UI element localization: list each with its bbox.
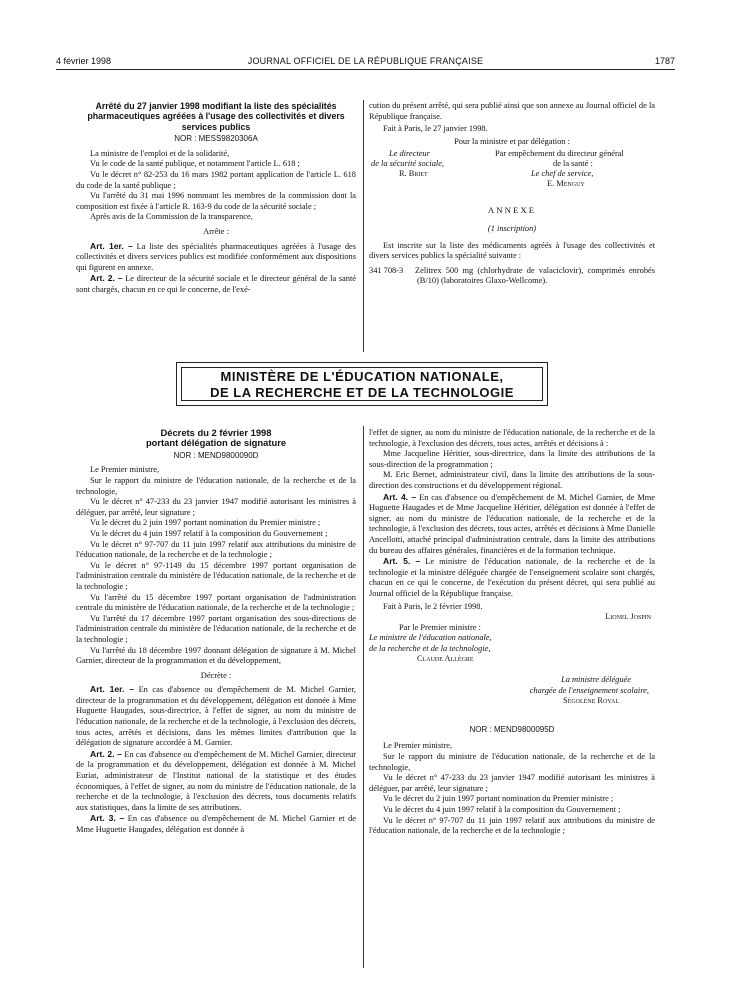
header-date: 4 février 1998 — [56, 56, 112, 66]
article-label: Art. 5. – — [383, 556, 421, 567]
decret-visa: Vu le décret n° 97-1149 du 15 décembre 1997 portant organisation de l'administration centrale du ministère de l'éducation nationale, de la recherche et de la technologie ; — [76, 560, 356, 591]
column-divider — [363, 100, 364, 352]
arrete-visa: Vu le décret n° 82-253 du 16 mars 1982 portant application de l'article L. 618 du code de la santé publique ; — [76, 170, 356, 190]
decret-article-4 — [369, 492, 655, 557]
header-journal-title: JOURNAL OFFICIEL DE LA RÉPUBLIQUE FRANÇAISE — [247, 56, 484, 66]
decret2-visa: Le Premier ministre, — [383, 741, 453, 751]
ministry-banner-line: DE LA RECHERCHE ET DE LA TECHNOLOGIE — [210, 385, 514, 400]
arrete-article-2 — [76, 273, 356, 295]
article-text: En cas d'absence ou d'empêchement de M. Michel Garnier et de Mme Huguette Haugades, délégation est donnée à — [76, 814, 357, 834]
decret2-visa: Vu le décret du 4 juin 1997 relatif à la composition du Gouvernement ; — [383, 805, 621, 814]
ministry-banner — [176, 362, 548, 406]
decret-article-2 — [76, 749, 356, 814]
page-header — [56, 56, 675, 68]
decret2-visa: Sur le rapport du ministre de l'éducation nationale, de la recherche et de la technologie, — [369, 752, 655, 772]
signature-name: Claude Allègre — [417, 654, 474, 664]
decret-visa: Vu le décret du 4 juin 1997 relatif à la composition du Gouvernement ; — [90, 528, 328, 538]
article-text: En cas d'absence ou d'empêchement de M. Michel Garnier, de Mme Huguette Haugades et de Mme Jacqueline Héritier, délégation est donnée à l'effet de signer, au nom du ministre de l'éducation nationale, de la recherche et de la technologie, à l'exclusion des décrets, tous actes, arrêtés et décisions à Mme Danielle Ancellotti, attaché principal d'administration centrale, dans la limite des attributions du bureau des affaires générales, financières et de la formation technique. — [369, 492, 656, 555]
decret-visa: Vu le décret n° 47-233 du 23 janvier 1947 modifié autorisant les ministres à déléguer, par arrêté, leur signature ; — [76, 497, 356, 517]
decret-delegate: M. Eric Bernet, administrateur civil, dans la limite des attributions de la sous-direction des constructions et du développement régional. — [369, 470, 655, 490]
decret2-nor: NOR : MEND9800095D — [469, 724, 555, 734]
decret-visa: Vu l'arrêté du 15 décembre 1997 portant organisation de l'administration centrale du ministère de l'éducation nationale, de la recherche et de la technologie ; — [76, 592, 356, 613]
arrete-visa: Vu le code de la santé publique, et notamment l'article L. 618 ; — [90, 159, 300, 169]
arrete-signatures — [369, 149, 655, 197]
decret-column-left — [76, 428, 356, 836]
signature-title: de la santé : — [553, 159, 593, 169]
decret-visa: Vu l'arrêté du 17 décembre 1997 portant organisation des sous-directions de l'administration centrale du ministère de l'éducation nationale, de la recherche et de la technologie ; — [76, 613, 356, 644]
annexe-subheading: (1 inscription) — [487, 223, 537, 233]
arrete-visa: La ministre de l'emploi et de la solidarité, — [90, 148, 230, 158]
arrete-visa: Après avis de la Commission de la transparence, — [90, 212, 253, 222]
decret-fait: Fait à Paris, le 2 février 1998. — [383, 601, 483, 611]
decret-title: Décrets du 2 février 1998 — [160, 427, 272, 438]
signature-par-pm: Par le Premier ministre : — [399, 622, 481, 632]
decret-visa: Vu le décret n° 97-707 du 11 juin 1997 relatif aux attributions du ministre de l'éducation nationale, de la recherche et de la technologie ; — [76, 539, 356, 560]
signature-name: R. Briet — [399, 169, 428, 179]
signature-title: Par empêchement du directeur général — [495, 149, 624, 159]
arrete-article-1 — [76, 241, 356, 274]
decret-nor: NOR : MEND9800090D — [173, 450, 259, 460]
header-page-number: 1787 — [654, 56, 675, 66]
signature-name: Ségolène Royal — [563, 696, 619, 706]
signature-title: Le directeur — [389, 149, 430, 159]
arrete-visa: Vu l'arrêté du 31 mai 1996 nommant les membres de la commission dont la composition est fixée à l'article R. 163-9 du code de la sécurité sociale ; — [76, 191, 356, 211]
decret2-visa: Vu le décret n° 97-707 du 11 juin 1997 relatif aux attributions du ministre de l'éducation nationale, de la recherche et de la technologie ; — [369, 815, 655, 836]
annexe-item — [369, 266, 655, 287]
annexe-heading: ANNEXE — [487, 205, 537, 216]
decret-visa: Sur le rapport du ministre de l'éducation nationale, de la recherche et de la technologie, — [76, 476, 356, 496]
article-label: Art. 4. – — [383, 491, 417, 502]
decret-continuation: l'effet de signer, au nom du ministre de l'éducation nationale, de la recherche et de la technologie, à l'exclusion des décrets, tous actes, arrêtés et décisions à : — [369, 428, 655, 448]
signature-title: de la sécurité sociale, — [371, 159, 445, 169]
arrete-continuation: cution du présent arrêté, qui sera publié ainsi que son annexe au Journal officiel de la République française. — [369, 101, 655, 121]
ministry-banner-inner — [181, 367, 543, 401]
arrete-column-right — [369, 101, 655, 287]
article-label: Art. 3. – — [90, 813, 125, 824]
arrete-title: Arrêté du 27 janvier 1998 modifiant la liste des spécialités pharmaceutiques agréées à l'usage des collectivités et divers services publics — [87, 101, 345, 132]
annexe-item-text: Zelitrex 500 mg (chlorhydrate de valaciclovir), comprimés enrobés (B/10) (laboratoires Glaxo-Wellcome). — [415, 265, 655, 286]
arrete-delegation: Pour la ministre et par délégation : — [454, 136, 570, 146]
article-text: En cas d'absence ou d'empêchement de M. Michel Garnier, directeur de la programmation et du développement, délégation est donnée à M. Michel Euriat, administrateur de l'Institut national de la statistique et des études économiques, à l'effet de signer, au nom du ministre de l'éducation nationale, de la recherche et de la technologie, à l'exclusion des décrets, tous documents relatifs aux statistiques, dans la limite de ses attributions. — [76, 749, 357, 812]
decret2-visa: Vu le décret du 2 juin 1997 portant nomination du Premier ministre ; — [383, 794, 614, 804]
decret-article-3 — [76, 813, 356, 835]
header-rule — [56, 69, 675, 70]
article-label: Art. 2. – — [90, 748, 122, 759]
arrete-fait: Fait à Paris, le 27 janvier 1998. — [383, 124, 488, 134]
signature-name-pm: Lionel Jospin — [605, 612, 651, 622]
annexe-item-code: 341 708-3 — [369, 265, 404, 275]
decret-article-5 — [369, 556, 655, 599]
decret-formula: Décrète : — [200, 670, 232, 680]
signature-name: E. Menguy — [547, 179, 585, 189]
decret-article-1 — [76, 684, 356, 749]
article-label: Art. 1er. – — [90, 240, 133, 251]
column-divider — [363, 426, 364, 968]
article-text: La liste des spécialités pharmaceutiques agréées à l'usage des collectivités et divers services publics est modifiée conformément aux dispositions qui figurent en annexe. — [76, 241, 357, 272]
decret-visa: Vu le décret du 2 juin 1997 portant nomination du Premier ministre ; — [90, 518, 321, 528]
signature-title: de la recherche et de la technologie, — [369, 643, 491, 653]
arrete-nor: NOR : MESS9820306A — [174, 134, 258, 144]
signature-title: La ministre déléguée — [561, 675, 631, 685]
decret-visa: Vu l'arrêté du 18 décembre 1997 donnant délégation de signature à M. Michel Garnier, directeur de la programmation et du développement, — [76, 645, 356, 666]
decret-delegate: Mme Jacqueline Héritier, sous-directrice, dans la limite des attributions de la sous-direction de la programmation ; — [369, 449, 655, 469]
article-text: En cas d'absence ou d'empêchement de M. Michel Garnier, directeur de la programmation et du développement, délégation est donnée à Mme Huguette Haugades, sous-directrice, à l'effet de signer, au nom du ministre de l'éducation nationale, de la recherche et de la technologie, à l'exclusion des décrets, tous actes, arrêtés et décisions, dans les mêmes limites d'attribution que la délégation de signature accordée à M. Garnier. — [76, 685, 357, 748]
article-text: Le ministre de l'éducation nationale, de la recherche et de la technologie et la ministre déléguée chargée de l'enseignement scolaire sont chargés, chacun en ce qui le concerne, de l'exécution du présent décret, qui sera publié au Journal officiel de la République française. — [369, 557, 655, 598]
decret-column-right — [369, 428, 655, 837]
decret-visa: Le Premier ministre, — [90, 465, 160, 475]
annexe-intro: Est inscrite sur la liste des médicaments agréés à l'usage des collectivités et divers services publics la spécialité suivante : — [369, 240, 655, 261]
ministry-banner-line: MINISTÈRE DE L'ÉDUCATION NATIONALE, — [220, 369, 504, 384]
signature-title: Le chef de service, — [531, 169, 594, 179]
article-text: Le directeur de la sécurité sociale et le directeur général de la santé sont chargés, chacun en ce qui le concerne, de l'exé- — [76, 274, 357, 294]
article-label: Art. 2. – — [90, 273, 123, 284]
decret2-visa: Vu le décret n° 47-233 du 23 janvier 1947 modifié autorisant les ministres à déléguer, par arrêté, leur signature ; — [369, 773, 655, 793]
arrete-column-left — [76, 101, 356, 296]
arrete-formula: Arrête : — [203, 226, 229, 236]
signature-title: chargée de l'enseignement scolaire, — [529, 685, 649, 695]
decret-subtitle: portant délégation de signature — [145, 437, 287, 449]
article-label: Art. 1er. – — [90, 684, 135, 695]
signature-title: Le ministre de l'éducation nationale, — [369, 633, 492, 643]
